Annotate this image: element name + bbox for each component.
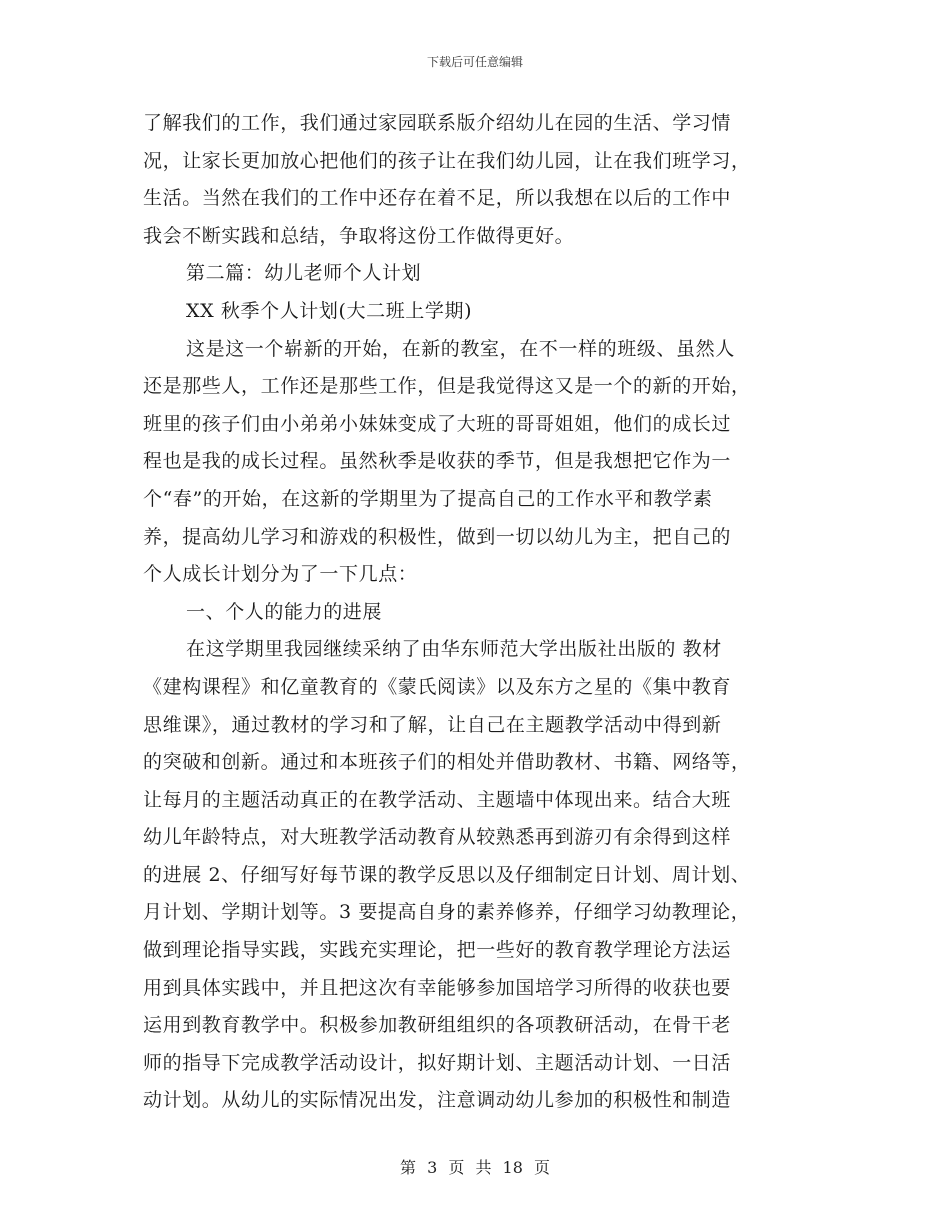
plan-title: XX 秋季个人计划(大二班上学期): [186, 299, 473, 322]
text-line: 况，让家长更加放心把他们的孩子让在我们幼儿园，让在我们班学习，: [143, 149, 751, 172]
text-line: 用到具体实践中，并且把这次有幸能够参加国培学习所得的收获也要: [143, 976, 732, 999]
text-line: 幼儿年龄特点，对大班教学活动教育从较熟悉再到游刃有余得到这样: [143, 826, 732, 849]
section-heading: 第二篇：幼儿老师个人计划: [186, 262, 422, 285]
page-footer: 第 3 页 共 18 页: [400, 1158, 550, 1177]
text-line: 个人成长计划分为了一下几点：: [143, 563, 418, 586]
subsection-heading: 一、个人的能力的进展: [186, 600, 383, 623]
text-line: 程也是我的成长过程。虽然秋季是收获的季节，但是我想把它作为一: [143, 450, 732, 473]
text-line: 了解我们的工作，我们通过家园联系版介绍幼儿在园的生活、学习情: [143, 112, 732, 134]
text-line: 运用到教育教学中。积极参加教研组组织的各项教研活动，在骨干老: [143, 1014, 732, 1037]
text-line: 月计划、学期计划等。3 要提高自身的素养修养，仔细学习幼教理论，: [143, 901, 751, 924]
page-header: 下载后可任意编辑: [426, 55, 523, 69]
document-body: [143, 105, 803, 1120]
text-line: 的突破和创新。通过和本班孩子们的相处并借助教材、书籍、网络等，: [143, 751, 751, 774]
text-line: 个“春”的开始，在这新的学期里为了提高自己的工作水平和教学素: [143, 487, 713, 510]
text-line: 思维课》，通过教材的学习和了解，让自己在主题教学活动中得到新: [143, 713, 722, 736]
text-line: 做到理论指导实践，实践充实理论，把一些好的教育教学理论方法运: [143, 939, 732, 962]
text-line: 的进展 2、仔细写好每节课的教学反思以及仔细制定日计划、周计划、: [143, 863, 751, 886]
text-line: 让每月的主题活动真正的在教学活动、主题墙中体现出来。结合大班: [143, 788, 732, 811]
text-line: 班里的孩子们由小弟弟小妹妹变成了大班的哥哥姐姐，他们的成长过: [143, 412, 732, 435]
text-line: 师的指导下完成教学活动设计，拟好期计划、主题活动计划、一日活: [143, 1051, 732, 1074]
text-line: 我会不断实践和总结，争取将这份工作做得更好。: [143, 224, 575, 247]
text-line: 养，提高幼儿学习和游戏的积极性，做到一切以幼儿为主，把自己的: [143, 525, 732, 548]
text-line: 生活。当然在我们的工作中还存在着不足，所以我想在以后的工作中: [143, 187, 732, 210]
text-line: 《建构课程》和亿童教育的《蒙氏阅读》以及东方之星的《集中教育: [143, 675, 732, 698]
text-line: 在这学期里我园继续采纳了由华东师范大学出版社出版的 教材: [186, 638, 722, 661]
text-line: 还是那些人，工作还是那些工作，但是我觉得这又是一个的新的开始，: [143, 375, 751, 398]
text-line: 动计划。从幼儿的实际情况出发，注意调动幼儿参加的积极性和制造: [143, 1089, 732, 1112]
text-line: 这是这一个崭新的开始，在新的教室，在不一样的班级、虽然人: [186, 337, 735, 360]
